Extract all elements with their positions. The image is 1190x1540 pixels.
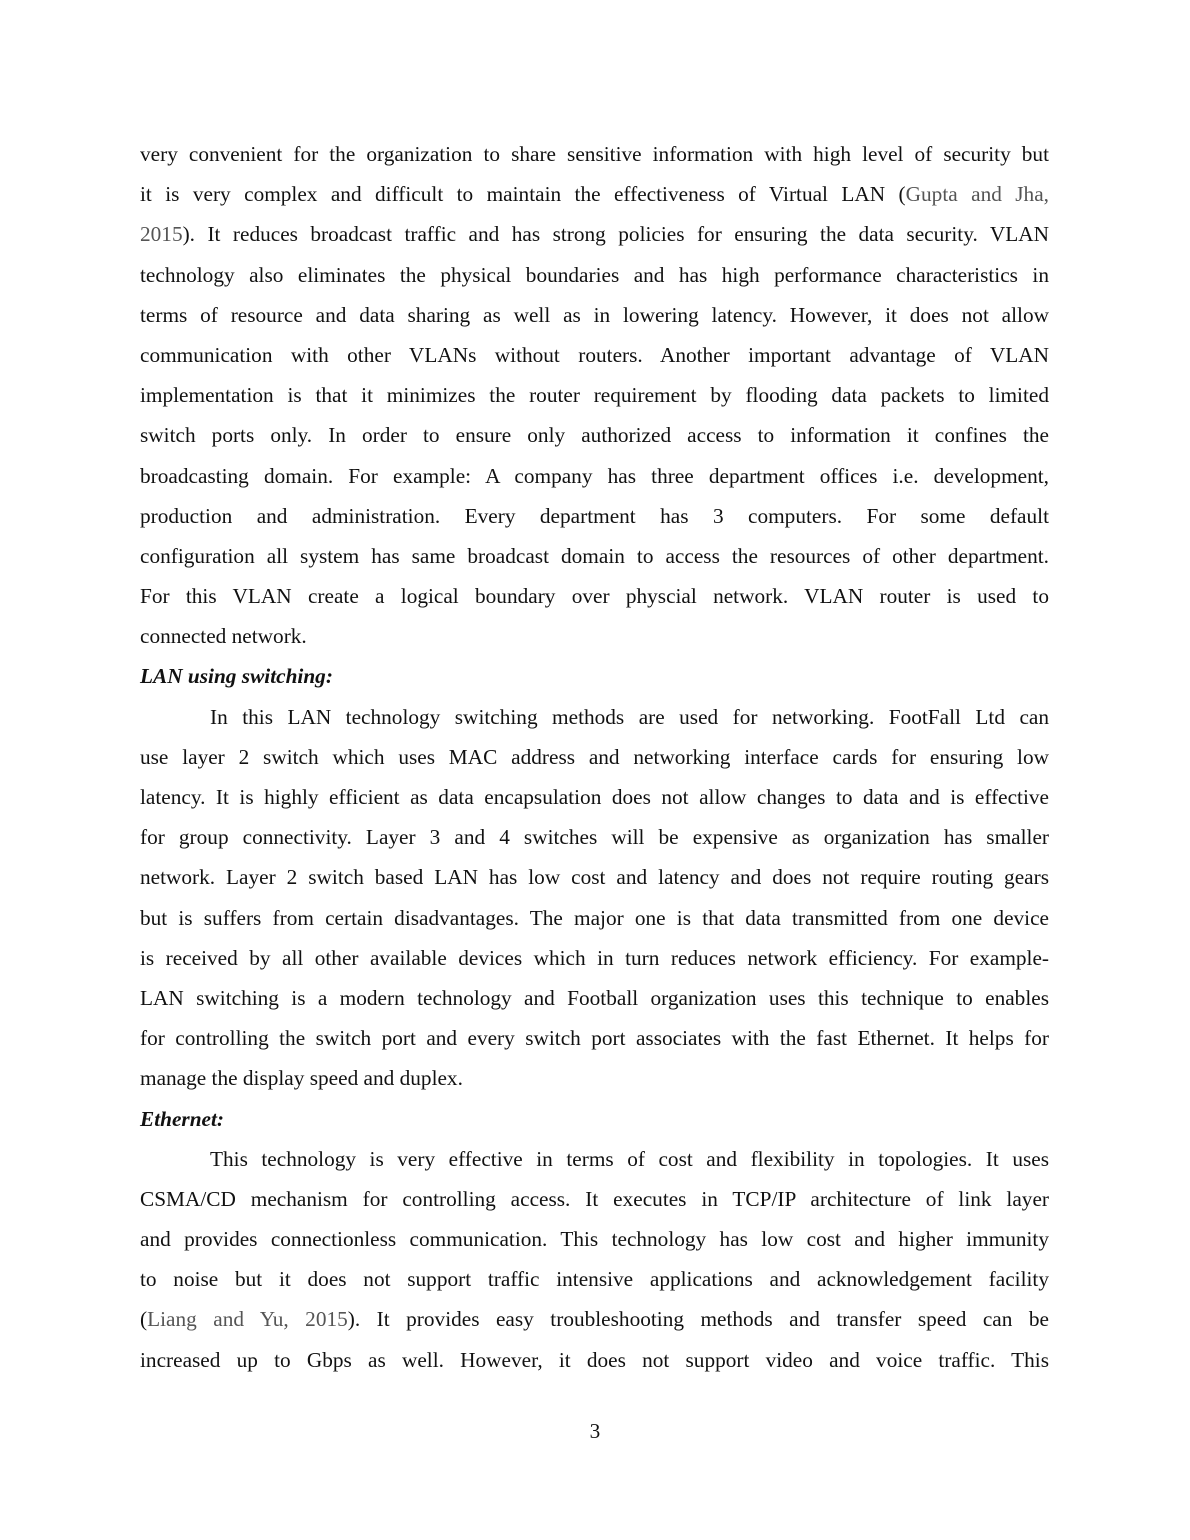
text-line: 2015). It reduces broadcast traffic and has strong policies for ensuring the data security. VLAN xyxy=(140,222,1049,247)
text-line: connected network. xyxy=(140,624,307,649)
text-line: (Liang and Yu, 2015). It provides easy troubleshooting methods and transfer speed can be xyxy=(140,1307,1049,1332)
document-page xyxy=(140,134,1049,1380)
text-line: CSMA/CD mechanism for controlling access. It executes in TCP/IP architecture of link layer xyxy=(140,1186,1049,1211)
text-line: broadcasting domain. For example: A company has three department offices i.e. development, xyxy=(140,463,1049,488)
text-line: terms of resource and data sharing as well as in lowering latency. However, it does not allow xyxy=(140,302,1049,327)
text-line: is received by all other available devices which in turn reduces network efficiency. For example- xyxy=(140,945,1049,970)
text-line: technology also eliminates the physical boundaries and has high performance characteristics in xyxy=(140,262,1049,287)
text-line: switch ports only. In order to ensure only authorized access to information it confines the xyxy=(140,423,1049,448)
text-line: manage the display speed and duplex. xyxy=(140,1066,463,1091)
text-line: network. Layer 2 switch based LAN has low cost and latency and does not require routing gears xyxy=(140,865,1049,890)
text-line: increased up to Gbps as well. However, it does not support video and voice traffic. This xyxy=(140,1347,1049,1372)
text-line: implementation is that it minimizes the router requirement by flooding data packets to limited xyxy=(140,383,1049,408)
paragraph-ethernet xyxy=(140,1139,1049,1380)
text-line: use layer 2 switch which uses MAC address and networking interface cards for ensuring low xyxy=(140,744,1049,769)
citation-liang-yu: Liang and Yu, 2015 xyxy=(147,1307,348,1332)
citation-year: 2015 xyxy=(140,222,183,247)
text-line: latency. It is highly efficient as data encapsulation does not allow changes to data and is effective xyxy=(140,785,1049,809)
citation-gupta-jha: Gupta and Jha, xyxy=(905,182,1049,207)
text-line: very convenient for the organization to share sensitive information with high level of security but xyxy=(140,142,1049,166)
section-heading-ethernet: Ethernet: xyxy=(140,1106,225,1131)
text-line: configuration all system has same broadcast domain to access the resources of other department. xyxy=(140,543,1049,568)
text-line: In this LAN technology switching methods are used for networking. FootFall Ltd can xyxy=(210,704,1049,729)
paragraph-vlan xyxy=(140,134,1049,656)
text-line: For this VLAN create a logical boundary over physcial network. VLAN router is used to xyxy=(140,584,1049,609)
paragraph-lan-switching xyxy=(140,697,1049,1099)
text-line: it is very complex and difficult to maintain the effectiveness of Virtual LAN (Gupta and Jha, xyxy=(140,182,1049,207)
text-line: for controlling the switch port and every switch port associates with the fast Ethernet. It helps for xyxy=(140,1026,1049,1051)
text-line: and provides connectionless communication. This technology has low cost and higher immunity xyxy=(140,1227,1049,1252)
section-heading-lan-switching: LAN using switching: xyxy=(140,664,333,689)
text-line: to noise but it does not support traffic intensive applications and acknowledgement facility xyxy=(140,1267,1049,1292)
text-line: but is suffers from certain disadvantages. The major one is that data transmitted from one device xyxy=(140,905,1049,930)
text-line: This technology is very effective in terms of cost and flexibility in topologies. It uses xyxy=(210,1146,1049,1171)
text-line: production and administration. Every department has 3 computers. For some default xyxy=(140,503,1049,528)
text-line: for group connectivity. Layer 3 and 4 switches will be expensive as organization has smaller xyxy=(140,825,1049,850)
text-line: communication with other VLANs without routers. Another important advantage of VLAN xyxy=(140,342,1049,367)
page-number: 3 xyxy=(589,1419,601,1443)
text-line: LAN switching is a modern technology and Football organization uses this technique to enables xyxy=(140,985,1049,1010)
